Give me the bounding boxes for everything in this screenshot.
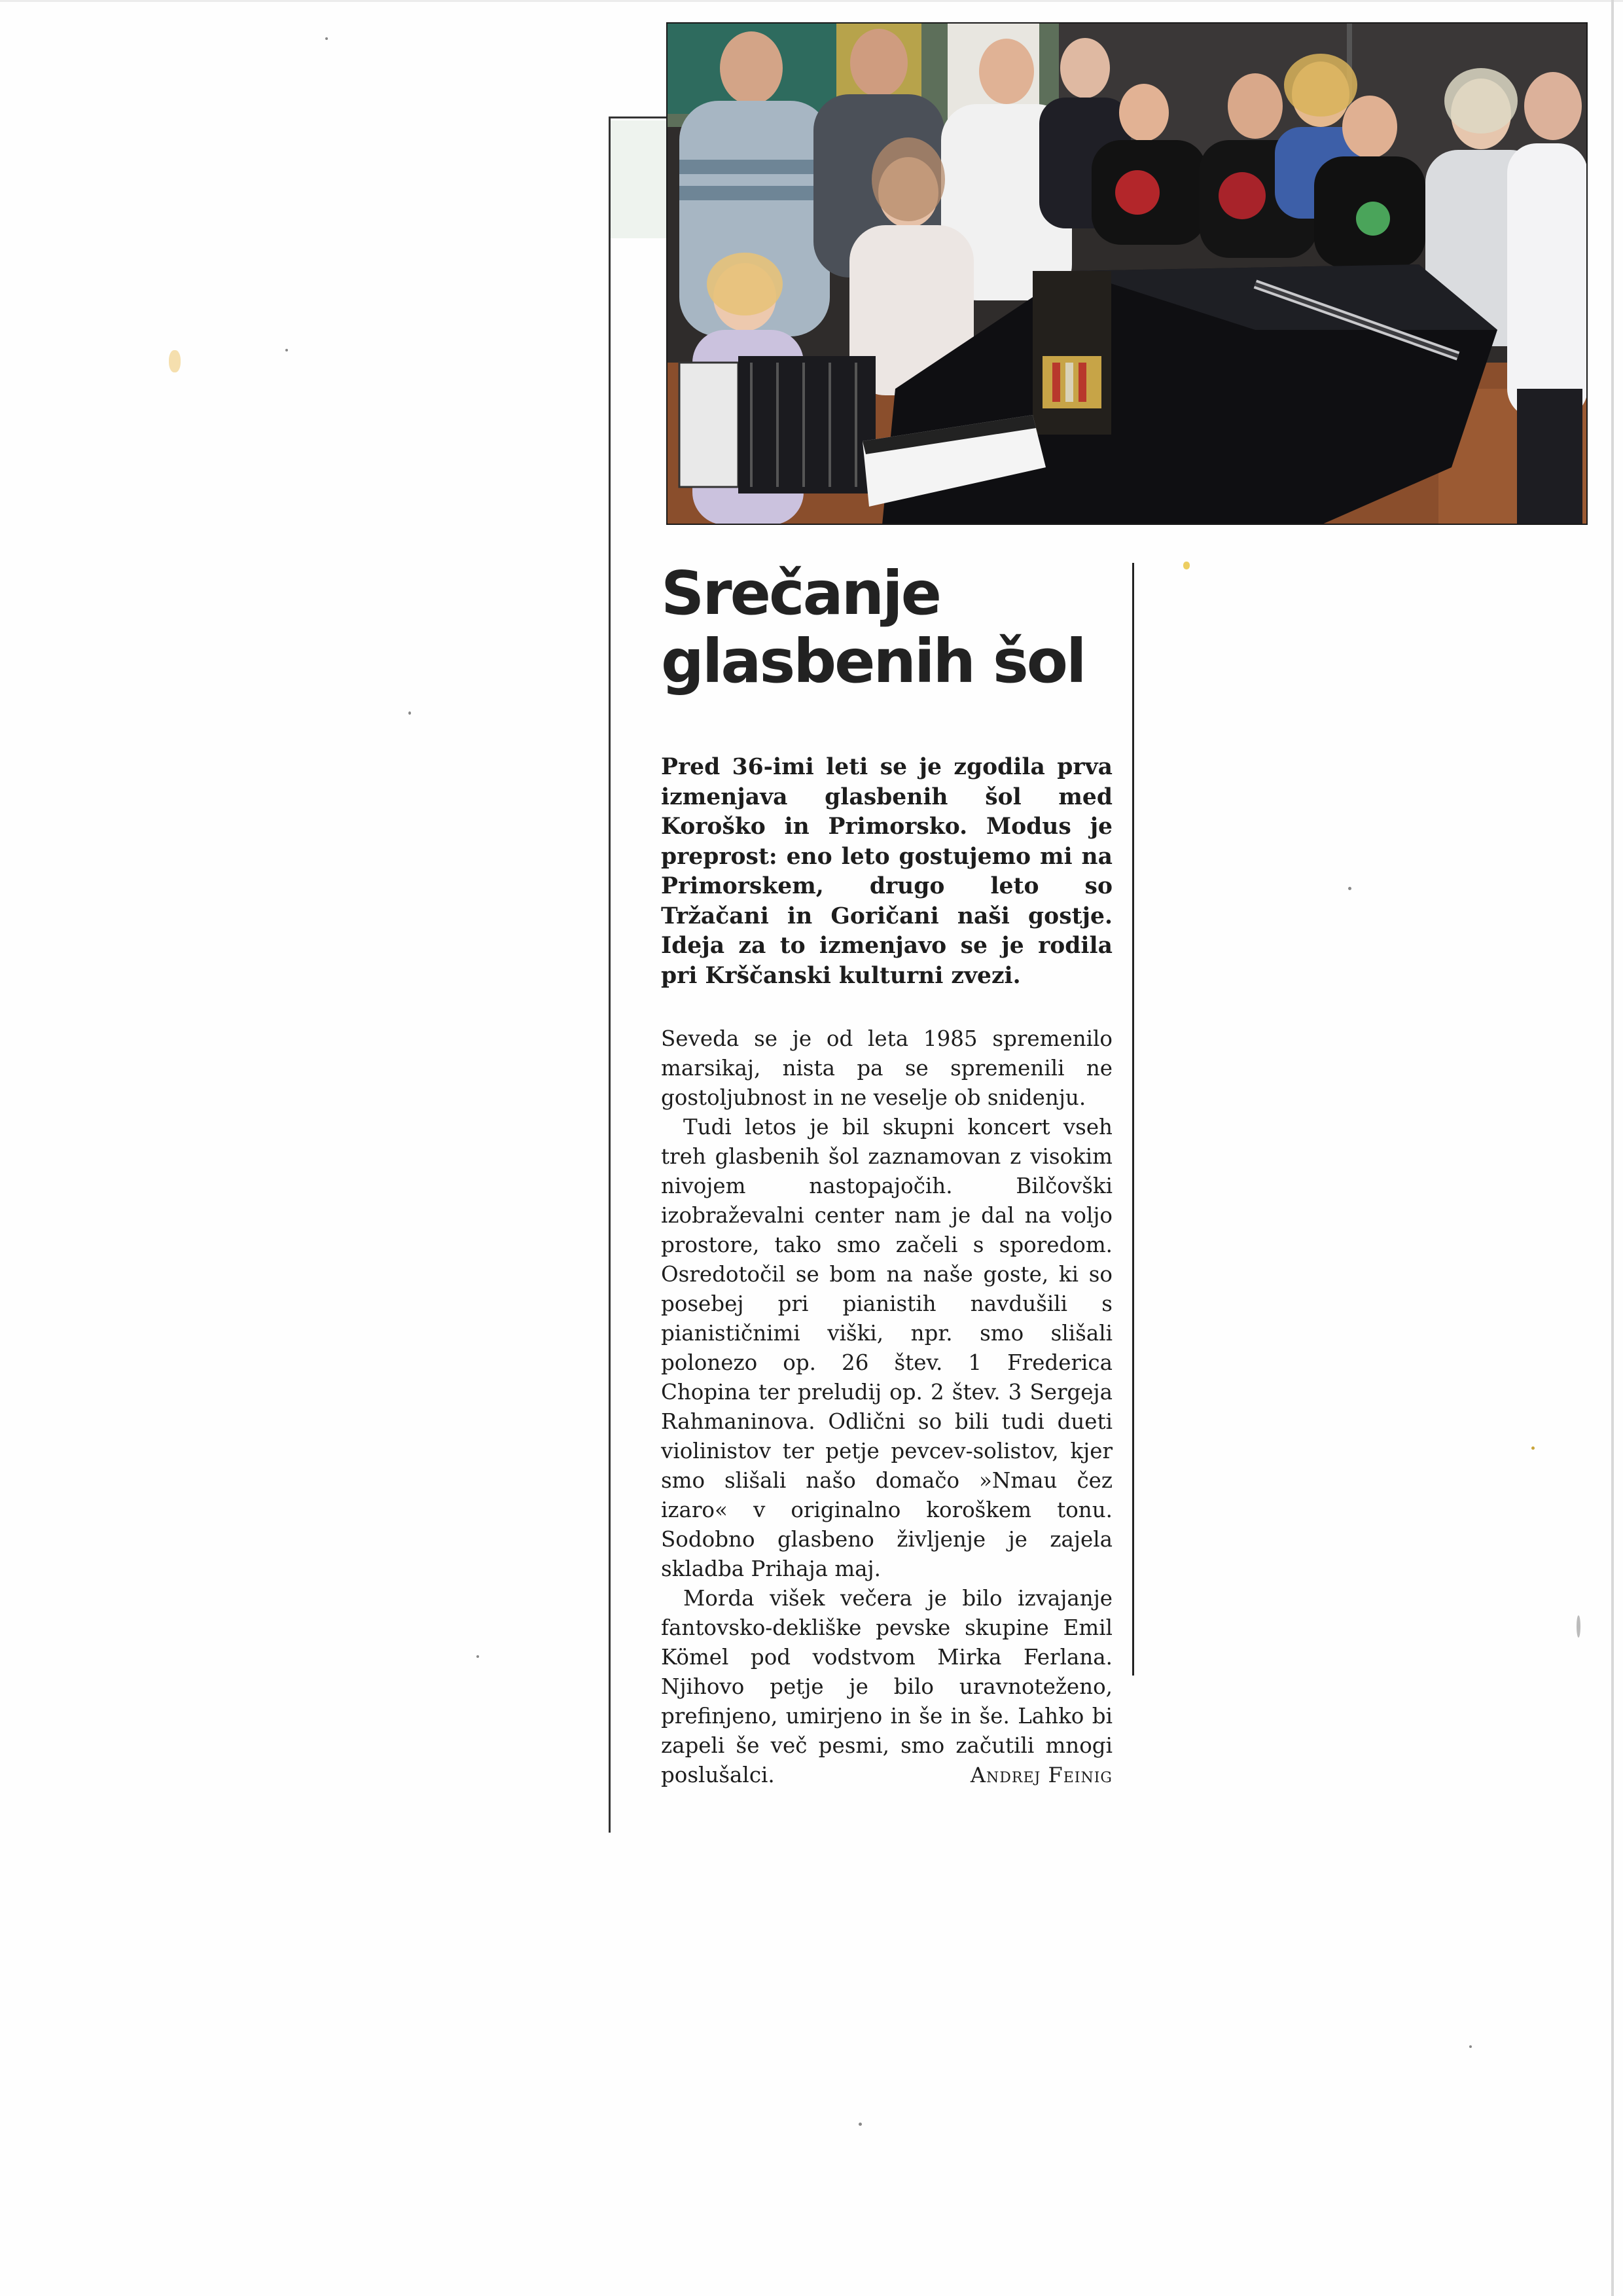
clipping-border-left (609, 118, 611, 1833)
scan-top-edge (0, 0, 1623, 2)
article-byline: Andrej Feinig (970, 1763, 1113, 1787)
article-paragraph: Seveda se je od leta 1985 spremenilo marsikaj, nista pa se spremenili ne gostoljubnost in ne veselje ob snidenju. (661, 1026, 1113, 1110)
scan-speck (476, 1655, 479, 1658)
scan-speck (408, 711, 411, 715)
scan-right-edge (1611, 0, 1614, 2296)
scan-stain (1183, 562, 1190, 569)
article-lead: Pred 36-imi leti se je zgodila prva izmenjava glasbenih šol med Koroško in Primorsko. Modus je preprost: eno leto gostujemo mi na Primorskem, drugo leto so Tržačani in Goričani naši gostje. Ideja za to izmenjavo se je rodila pri Krščanski kulturni zvezi. (661, 754, 1113, 989)
scan-stain (169, 350, 181, 372)
article-paragraph-text: Morda višek večera je bilo izvajanje fantovsko-dekliške pevske skupine Emil Kömel pod vodstvom Mirka Ferlana. Njihovo petje je bilo uravnoteženo, prefinjeno, umirjeno in še in še. Lahko bi zapeli še več pesmi, smo začutili mnogi poslušalci. (661, 1586, 1113, 1787)
article-headline: Srečanje glasbenih šol (661, 558, 1085, 696)
column-rule (1132, 563, 1134, 1676)
scan-speck (859, 2123, 862, 2126)
article-paragraph (661, 1584, 1113, 1790)
scan-speck (285, 349, 288, 351)
scan-speck (325, 37, 328, 40)
article-paragraph: Tudi letos je bil skupni koncert vseh treh glasbenih šol zaznamovan z visokim nivojem nastopajočih. Bilčovški izobraževalni center nam je dal na voljo prostore, tako smo začeli s sporedom. Osredotočil se bom na naše goste, ki so posebej pri pianistih navdušili s pianističnimi viški, npr. smo slišali polonezo op. 26 štev. 1 Frederica Chopina ter preludij op. 2 štev. 3 Sergeja Rahmaninova. Odlični so bili tudi dueti violinistov ter petje pevcev-solistov, kjer smo slišali našo domačo »Nmau čez izaro« v originalno koroškem tonu. Sodobno glasbeno življenje je zajela skladba Prihaja maj. (661, 1115, 1113, 1581)
scan-speck (1348, 887, 1351, 890)
article-body (661, 1024, 1113, 1790)
scan-speck (1577, 1615, 1580, 1638)
group-photo (666, 22, 1588, 525)
scan-speck (1531, 1446, 1535, 1450)
scan-speck (1469, 2045, 1472, 2048)
clipping-tab (611, 120, 667, 238)
clipping-border-top (609, 117, 668, 118)
